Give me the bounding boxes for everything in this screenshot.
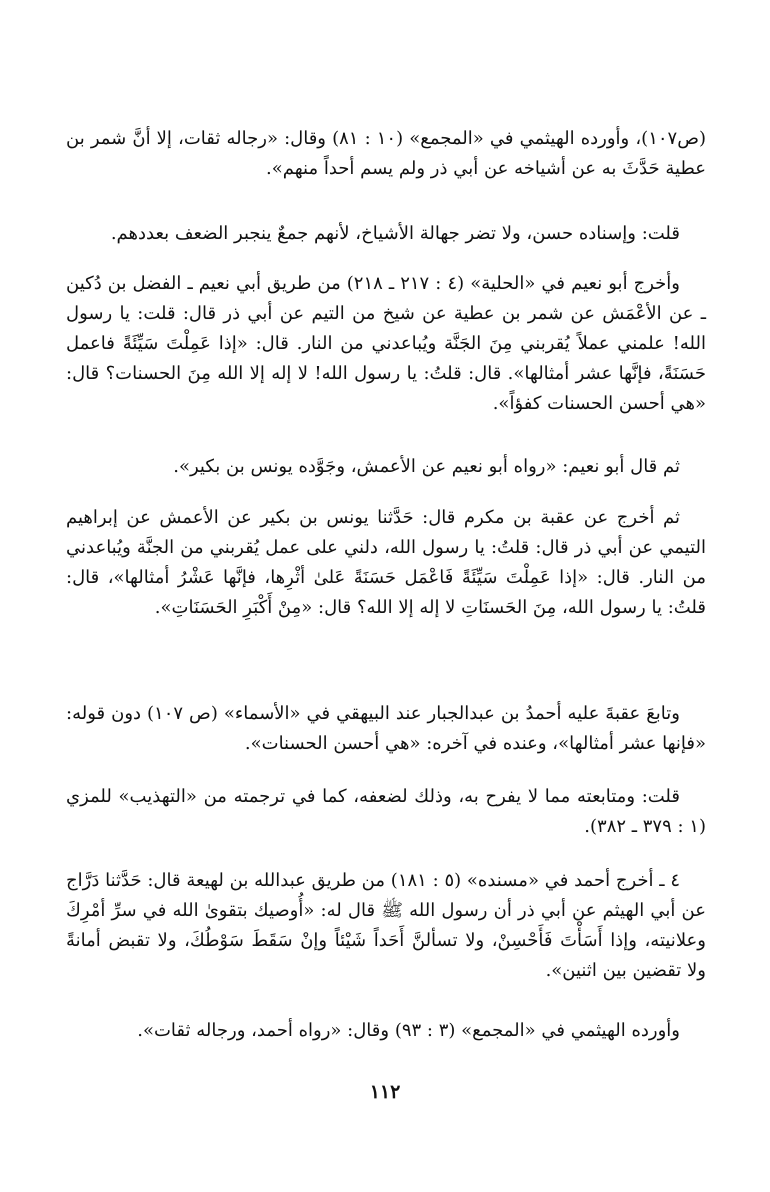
paragraph-text: ثم أخرج عن عقبة بن مكرم قال: حَدَّثنا يونس بن بكير عن الأعمش عن إبراهيم التيمي عن أبي ذر قال: قلتُ: يا رسول الله، دلني على عمل يُقربني من الجنَّة ويُباعدني من النار. قال: «إذا عَمِلْتَ سَيِّئَةً فَاعْمَل حَسَنَةً عَلىٰ أثْرِها، فإنَّها عَشْرُ أمثالها»، قال: قلتُ: يا رسول الله، مِنَ الحَسنَاتِ لا إله إلا الله؟ قال: «مِنْ أَكْبَرِ الحَسَنَاتِ». [66,507,706,618]
paragraph-haythami-comment [66,1016,706,1046]
paragraph-text: وتابعَ عقبةَ عليه أحمدُ بن عبدالجبار عند البيهقي في «الأسماء» (ص ١٠٧) دون قوله: «فإنها عشر أمثالها»، وعنده في آخره: «هي أحسن الحسنات». [66,703,706,754]
paragraph-text: وأورده الهيثمي في «المجمع» (٣ : ٩٣) وقال: «رواه أحمد، ورجاله ثقات». [137,1020,680,1041]
paragraph-text: قلت: وإسناده حسن، ولا تضر جهالة الأشياخ، لأنهم جمعٌ ينجبر الضعف بعددهم. [110,223,680,244]
paragraph-text: وأخرج أبو نعيم في «الحلية» (٤ : ٢١٧ ـ ٢١٨) من طريق أبي نعيم ـ الفضل بن دُكين ـ عن الأعْمَش عن شمر بن عطية عن شيخ من التيم عن أبي ذر قال: قلت: يا رسول الله! علمني عملاً يُقربني مِنَ الجَنَّة ويُباعدني من النار. قال: «إذا عَمِلْتَ سَيِّئَةً فاعمل حَسَنَةً، فإنَّها عشر أمثالها». قال: قلتُ: يا رسول الله! لا إله إلا الله مِنَ الحسنات؟ قال: «هي أحسن الحسنات كفؤاً». [66,273,706,414]
paragraph-hadith-source [66,124,706,184]
page-number: ١١٢ [369,1081,401,1103]
paragraph-text: قلت: ومتابعته مما لا يفرح به، وذلك لضعفه، كما في ترجمته من «التهذيب» للمزي (١ : ٣٧٩ ـ ٣٨٢). [66,786,706,837]
paragraph-ahmad-narration [66,866,706,986]
paragraph-follow-up-narration [66,699,706,759]
paragraph-text: (ص١٠٧)، وأورده الهيثمي في «المجمع» (١٠ : ٨١) وقال: «رجاله ثقات، إلا أنَّ شمر بن عطية حَدَّثَ به عن أشياخه عن أبي ذر ولم يسم أحداً منهم». [66,128,707,179]
paragraph-abu-nuaim-narration [66,269,706,419]
paragraph-weakness-comment [66,782,706,842]
paragraph-text: ٤ ـ أخرج أحمد في «مسنده» (٥ : ١٨١) من طريق عبدالله بن لهيعة قال: حَدَّثنا دَرَّاج عن أبي الهيثم عن أبي ذر أن رسول الله ﷺ قال له: «أُوصيك بتقوىٰ الله في سرِّ أمْرِكَ وعلانيته، وإذا أَسَأْتَ فَأَحْسِنْ، ولا تسألنَّ أَحَداً شَيْئاً وإنْ سَقَطَ سَوْطُكَ، ولا تقبض أمانةً ولا تقضين بين اثنين». [66,870,706,981]
paragraph-text: ثم قال أبو نعيم: «رواه أبو نعيم عن الأعمش، وجَوَّده يونس بن بكير». [173,456,680,477]
paragraph-author-comment [66,219,706,249]
paragraph-uqbah-narration [66,503,706,623]
paragraph-abu-nuaim-comment [66,452,706,482]
